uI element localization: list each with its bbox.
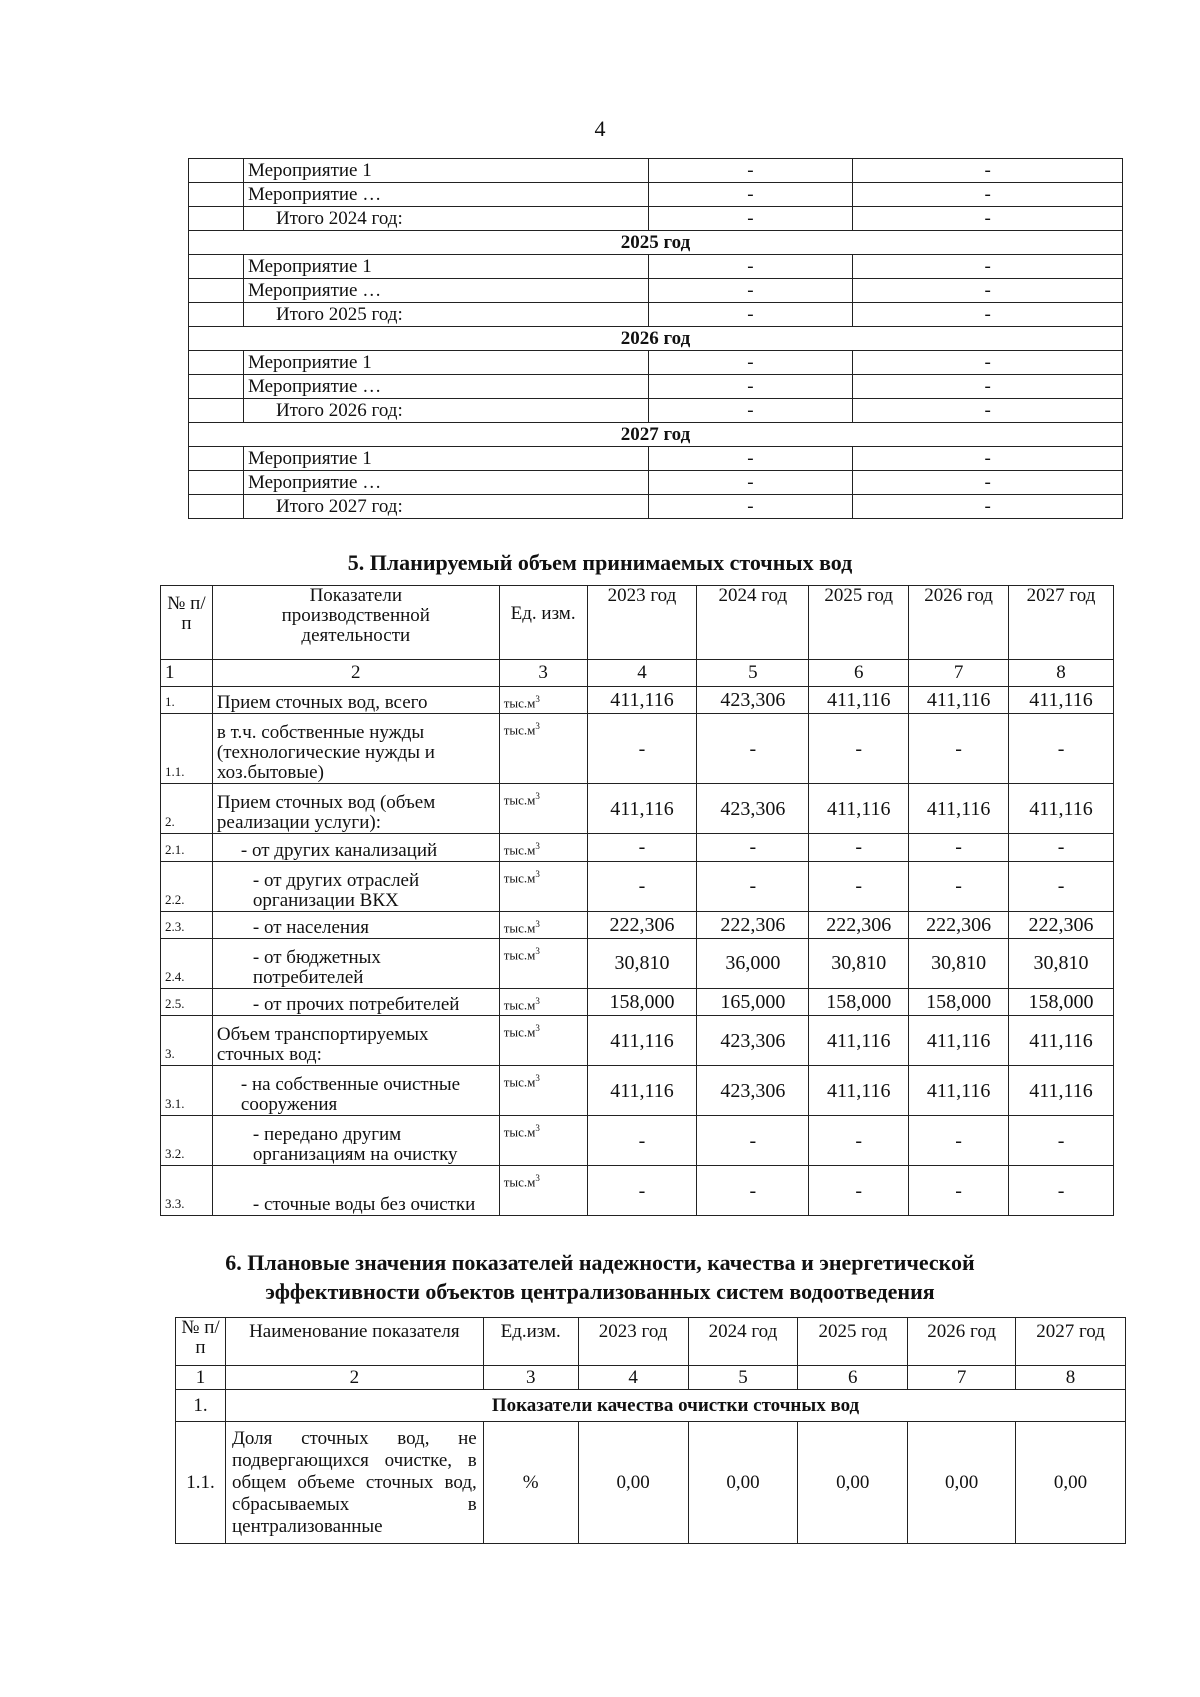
- value-cell: 0,00: [908, 1422, 1016, 1544]
- value-cell: 411,116: [909, 1066, 1009, 1116]
- row-num-cell: [189, 255, 244, 279]
- header-year: 2024 год: [697, 586, 809, 660]
- event-value: -: [853, 399, 1123, 423]
- value-cell: 411,116: [909, 1016, 1009, 1066]
- event-value: -: [648, 159, 853, 183]
- value-cell: 30,810: [587, 938, 697, 988]
- unit-label: тыс.м: [503, 997, 536, 1013]
- table-row: [189, 351, 1123, 375]
- row-num-cell: [189, 207, 244, 231]
- row-number: 2.2.: [161, 861, 213, 911]
- value-cell: -: [587, 834, 697, 861]
- row-number: 2.1.: [161, 834, 213, 861]
- section6-title-line2: эффективности объектов централизованных систем водоотведения: [265, 1279, 935, 1304]
- table-header-row: [161, 586, 1114, 660]
- table-header-row: [176, 1318, 1126, 1366]
- column-number: 7: [908, 1366, 1016, 1390]
- unit-superscript: 3: [535, 1173, 540, 1184]
- event-value: -: [853, 207, 1123, 231]
- header-year: 2023 год: [578, 1318, 688, 1366]
- event-value: -: [648, 447, 853, 471]
- section5-title: 5. Планируемый объем принимаемых сточных вод: [347, 550, 853, 575]
- column-number: 1: [161, 660, 213, 687]
- value-cell: 423,306: [697, 687, 809, 714]
- table-row: [189, 183, 1123, 207]
- unit-superscript: 3: [535, 1073, 540, 1084]
- value-cell: 222,306: [809, 911, 909, 938]
- event-value: -: [648, 183, 853, 207]
- header-num: № п/п: [176, 1318, 226, 1366]
- column-numbers-row: [161, 660, 1114, 687]
- table-row: [161, 938, 1114, 988]
- value-cell: -: [1009, 1166, 1114, 1216]
- value-cell: -: [809, 1116, 909, 1166]
- year-heading: 2026 год: [189, 327, 1123, 351]
- table-row: [189, 375, 1123, 399]
- indicator-name: - от населения: [212, 911, 499, 938]
- unit-superscript: 3: [535, 841, 540, 852]
- table-row: [161, 861, 1114, 911]
- value-cell: -: [809, 714, 909, 784]
- value-cell: -: [809, 834, 909, 861]
- unit-cell: [499, 714, 587, 784]
- column-number: 3: [499, 660, 587, 687]
- header-year: 2023 год: [587, 586, 697, 660]
- unit-superscript: 3: [535, 1123, 540, 1134]
- row-number: 1.: [161, 687, 213, 714]
- table-row: [161, 784, 1114, 834]
- events-table: [188, 158, 1123, 519]
- event-value: -: [853, 255, 1123, 279]
- event-value: -: [853, 279, 1123, 303]
- row-number: 2.5.: [161, 988, 213, 1015]
- event-value: -: [853, 183, 1123, 207]
- value-cell: -: [587, 1166, 697, 1216]
- value-cell: -: [909, 834, 1009, 861]
- wastewater-volume-table-body: [161, 586, 1114, 1216]
- table-row: [161, 1116, 1114, 1166]
- unit-superscript: 3: [535, 918, 540, 929]
- indicator-name: - от других канализаций: [212, 834, 499, 861]
- row-num-cell: [189, 183, 244, 207]
- column-numbers-row: [176, 1366, 1126, 1390]
- row-number: 1.1.: [161, 714, 213, 784]
- table-row: [189, 495, 1123, 519]
- event-name: Мероприятие 1: [243, 159, 648, 183]
- event-value: -: [853, 495, 1123, 519]
- unit-superscript: 3: [535, 694, 540, 704]
- value-cell: 30,810: [809, 938, 909, 988]
- value-cell: 411,116: [909, 687, 1009, 714]
- value-cell: -: [697, 1116, 809, 1166]
- unit-label: тыс.м: [503, 1174, 536, 1190]
- value-cell: 411,116: [809, 1066, 909, 1116]
- header-name: Наименование показателя: [225, 1318, 483, 1366]
- unit-cell: [499, 938, 587, 988]
- column-number: 6: [809, 660, 909, 687]
- row-number: 2.: [161, 784, 213, 834]
- unit-label: тыс.м: [503, 842, 536, 858]
- value-cell: 411,116: [1009, 687, 1114, 714]
- event-value: -: [648, 399, 853, 423]
- column-number: 6: [798, 1366, 908, 1390]
- table-row: [189, 399, 1123, 423]
- indicator-name: - на собственные очистные сооружения: [212, 1066, 499, 1116]
- unit-cell: [499, 1016, 587, 1066]
- event-value: -: [853, 351, 1123, 375]
- table-row: [189, 471, 1123, 495]
- value-cell: 222,306: [587, 911, 697, 938]
- unit-cell: [499, 784, 587, 834]
- unit-cell: [499, 861, 587, 911]
- row-number: 3.3.: [161, 1166, 213, 1216]
- value-cell: 158,000: [809, 988, 909, 1015]
- header-year: 2026 год: [909, 586, 1009, 660]
- indicator-name: - сточные воды без очистки: [212, 1166, 499, 1216]
- value-cell: 222,306: [1009, 911, 1114, 938]
- value-cell: -: [697, 714, 809, 784]
- value-cell: -: [909, 1116, 1009, 1166]
- section6-title-line1: 6. Плановые значения показателей надежности, качества и энергетической: [225, 1250, 975, 1275]
- event-name: Мероприятие …: [243, 375, 648, 399]
- table-row: [161, 988, 1114, 1015]
- column-number: 7: [909, 660, 1009, 687]
- column-number: 1: [176, 1366, 226, 1390]
- event-name: Мероприятие …: [243, 183, 648, 207]
- value-cell: -: [809, 861, 909, 911]
- event-name: Мероприятие 1: [243, 255, 648, 279]
- row-num-cell: [189, 351, 244, 375]
- total-label: Итого 2025 год:: [243, 303, 648, 327]
- row-num-cell: [189, 399, 244, 423]
- event-name: Мероприятие 1: [243, 447, 648, 471]
- row-number: 3.: [161, 1016, 213, 1066]
- column-number: 4: [578, 1366, 688, 1390]
- value-cell: 158,000: [587, 988, 697, 1015]
- row-num-cell: [189, 375, 244, 399]
- unit-label: тыс.м: [503, 919, 536, 935]
- event-value: -: [853, 159, 1123, 183]
- total-label: Итого 2024 год:: [243, 207, 648, 231]
- value-cell: 411,116: [1009, 784, 1114, 834]
- column-number: 2: [225, 1366, 483, 1390]
- row-num-cell: [189, 303, 244, 327]
- event-value: -: [853, 303, 1123, 327]
- table-row: [189, 327, 1123, 351]
- group-row: [176, 1390, 1126, 1422]
- table-row: [189, 255, 1123, 279]
- table-row: [189, 159, 1123, 183]
- table-row: [161, 834, 1114, 861]
- wastewater-volume-table: [160, 585, 1114, 1216]
- value-cell: 411,116: [587, 687, 697, 714]
- value-cell: -: [697, 861, 809, 911]
- value-cell: -: [909, 714, 1009, 784]
- value-cell: 423,306: [697, 1066, 809, 1116]
- value-cell: -: [587, 714, 697, 784]
- column-number: 8: [1009, 660, 1114, 687]
- unit-superscript: 3: [535, 945, 540, 956]
- event-value: -: [853, 447, 1123, 471]
- unit-label: тыс.м: [503, 695, 536, 711]
- column-number: 2: [212, 660, 499, 687]
- indicator-name: - от бюджетных потребителей: [212, 938, 499, 988]
- indicator-name: в т.ч. собственные нужды (технологические нужды и хоз.бытовые): [212, 714, 499, 784]
- table-row: [189, 303, 1123, 327]
- value-cell: -: [909, 861, 1009, 911]
- unit-superscript: 3: [535, 721, 540, 732]
- event-name: Мероприятие 1: [243, 351, 648, 375]
- row-num-cell: [189, 159, 244, 183]
- unit-cell: [499, 834, 587, 861]
- column-number: 5: [688, 1366, 798, 1390]
- value-cell: 423,306: [697, 1016, 809, 1066]
- table-row: [161, 714, 1114, 784]
- event-value: -: [853, 471, 1123, 495]
- unit-label: тыс.м: [503, 947, 536, 963]
- unit-cell: [499, 911, 587, 938]
- value-cell: 0,00: [1016, 1422, 1126, 1544]
- table-row: [189, 279, 1123, 303]
- header-year: 2025 год: [809, 586, 909, 660]
- group-title: Показатели качества очистки сточных вод: [225, 1390, 1125, 1422]
- header-num: № п/п: [161, 586, 213, 660]
- unit-cell: [499, 1066, 587, 1116]
- header-year: 2027 год: [1016, 1318, 1126, 1366]
- group-number: 1.: [176, 1390, 226, 1422]
- row-num-cell: [189, 279, 244, 303]
- row-num-cell: [189, 447, 244, 471]
- header-year: 2025 год: [798, 1318, 908, 1366]
- unit-superscript: 3: [535, 791, 540, 802]
- event-name: Мероприятие …: [243, 471, 648, 495]
- unit-cell: [499, 1116, 587, 1166]
- total-label: Итого 2027 год:: [243, 495, 648, 519]
- value-cell: -: [1009, 861, 1114, 911]
- header-year: 2024 год: [688, 1318, 798, 1366]
- value-cell: 411,116: [809, 784, 909, 834]
- value-cell: 0,00: [688, 1422, 798, 1544]
- table-row: [189, 423, 1123, 447]
- event-value: -: [853, 375, 1123, 399]
- unit-label: тыс.м: [503, 1024, 536, 1040]
- indicator-name: - от других отраслей организации ВКХ: [212, 861, 499, 911]
- page-number: 4: [594, 116, 606, 141]
- unit-label: тыс.м: [503, 869, 536, 885]
- value-cell: -: [587, 1116, 697, 1166]
- value-cell: -: [697, 834, 809, 861]
- table-row: [189, 447, 1123, 471]
- header-unit: Ед.изм.: [483, 1318, 578, 1366]
- indicator-name: Прием сточных вод, всего: [212, 687, 499, 714]
- value-cell: 222,306: [909, 911, 1009, 938]
- table-row: [176, 1422, 1126, 1544]
- row-number: 3.2.: [161, 1116, 213, 1166]
- indicator-name: Прием сточных вод (объем реализации услуги):: [212, 784, 499, 834]
- unit-superscript: 3: [535, 1023, 540, 1034]
- unit-label: тыс.м: [503, 1074, 536, 1090]
- total-label: Итого 2026 год:: [243, 399, 648, 423]
- value-cell: 411,116: [587, 784, 697, 834]
- value-cell: 165,000: [697, 988, 809, 1015]
- header-unit: Ед. изм.: [499, 586, 587, 660]
- year-heading: 2027 год: [189, 423, 1123, 447]
- reliability-indicators-table-body: [176, 1318, 1126, 1544]
- unit-cell: [499, 1166, 587, 1216]
- value-cell: 30,810: [1009, 938, 1114, 988]
- unit-cell: [499, 687, 587, 714]
- table-row: [161, 687, 1114, 714]
- unit-cell: %: [483, 1422, 578, 1544]
- value-cell: 411,116: [587, 1016, 697, 1066]
- value-cell: 423,306: [697, 784, 809, 834]
- value-cell: -: [587, 861, 697, 911]
- value-cell: -: [1009, 1116, 1114, 1166]
- value-cell: 411,116: [809, 1016, 909, 1066]
- unit-superscript: 3: [535, 995, 540, 1006]
- row-num-cell: [189, 471, 244, 495]
- header-year: 2026 год: [908, 1318, 1016, 1366]
- table-row: [161, 911, 1114, 938]
- value-cell: 411,116: [1009, 1066, 1114, 1116]
- value-cell: -: [1009, 834, 1114, 861]
- unit-cell: [499, 988, 587, 1015]
- row-number: 2.4.: [161, 938, 213, 988]
- value-cell: 0,00: [798, 1422, 908, 1544]
- event-value: -: [648, 255, 853, 279]
- event-value: -: [648, 279, 853, 303]
- column-number: 5: [697, 660, 809, 687]
- event-value: -: [648, 375, 853, 399]
- reliability-indicators-table: [175, 1317, 1126, 1544]
- event-value: -: [648, 207, 853, 231]
- table-row: [161, 1066, 1114, 1116]
- value-cell: -: [909, 1166, 1009, 1216]
- value-cell: 411,116: [587, 1066, 697, 1116]
- unit-label: тыс.м: [503, 1124, 536, 1140]
- table-row: [189, 231, 1123, 255]
- value-cell: 411,116: [1009, 1016, 1114, 1066]
- header-year: 2027 год: [1009, 586, 1114, 660]
- year-heading: 2025 год: [189, 231, 1123, 255]
- value-cell: 0,00: [578, 1422, 688, 1544]
- indicator-name: - передано другим организациям на очистку: [212, 1116, 499, 1166]
- table-row: [189, 207, 1123, 231]
- value-cell: -: [1009, 714, 1114, 784]
- event-value: -: [648, 495, 853, 519]
- value-cell: 158,000: [909, 988, 1009, 1015]
- event-name: Мероприятие …: [243, 279, 648, 303]
- value-cell: 411,116: [809, 687, 909, 714]
- unit-label: тыс.м: [503, 792, 536, 808]
- unit-superscript: 3: [535, 868, 540, 879]
- event-value: -: [648, 351, 853, 375]
- header-indicator: Показатели производственной деятельности: [212, 586, 499, 660]
- value-cell: 36,000: [697, 938, 809, 988]
- unit-label: тыс.м: [503, 722, 536, 738]
- value-cell: 158,000: [1009, 988, 1114, 1015]
- row-number: 1.1.: [176, 1422, 226, 1544]
- event-value: -: [648, 471, 853, 495]
- indicator-name: Доля сточных вод, не подвергающихся очистке, в общем объеме сточных вод, сбрасываемых в централизованные: [225, 1422, 483, 1544]
- table-row: [161, 1166, 1114, 1216]
- events-table-body: [189, 159, 1123, 519]
- value-cell: 30,810: [909, 938, 1009, 988]
- indicator-name: - от прочих потребителей: [212, 988, 499, 1015]
- event-value: -: [648, 303, 853, 327]
- value-cell: 411,116: [909, 784, 1009, 834]
- column-number: 3: [483, 1366, 578, 1390]
- value-cell: 222,306: [697, 911, 809, 938]
- column-number: 4: [587, 660, 697, 687]
- value-cell: -: [697, 1166, 809, 1216]
- value-cell: -: [809, 1166, 909, 1216]
- row-number: 3.1.: [161, 1066, 213, 1116]
- row-number: 2.3.: [161, 911, 213, 938]
- table-row: [161, 1016, 1114, 1066]
- indicator-name: Объем транспортируемых сточных вод:: [212, 1016, 499, 1066]
- column-number: 8: [1016, 1366, 1126, 1390]
- row-num-cell: [189, 495, 244, 519]
